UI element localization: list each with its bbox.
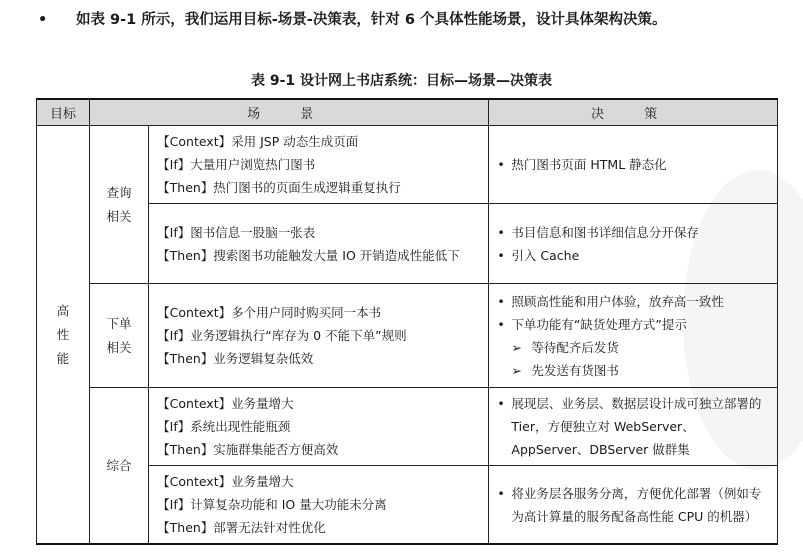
header-goal: 目标 [37, 99, 90, 126]
table-caption: 表 9-1 设计网上书店系统：目标—场景—决策表 [250, 73, 553, 89]
table-row [37, 126, 778, 204]
table-header-row [37, 99, 778, 126]
decision-cell: • 热门图书页面 HTML 静态化 [489, 126, 778, 204]
scene-cell: 【Context】业务量增大 【If】计算复杂功能和 IO 量大功能未分离 【Then】部署无法针对性优化 [149, 466, 489, 545]
arrow-icon: ➢ [511, 362, 522, 378]
scene-cell: 【Context】多个用户同时购买同一本书 【If】业务逻辑执行“库存为 0 不能下单”规则 【Then】业务逻辑复杂低效 [149, 284, 489, 388]
sub-item: ➢ 先发送有货图书 [497, 359, 769, 382]
header-decision: 决 策 [489, 99, 778, 126]
goal-cell: 高 性 能 [37, 126, 90, 545]
group-query: 查询 相关 [89, 126, 148, 284]
decision-cell: • 照顾高性能和用户体验，放弃高一致性 • 下单功能有“缺货处理方式”提示 ➢ 等待配齐后发货 ➢ 先发送有货图书 [489, 284, 778, 388]
decision-cell: • 展现层、业务层、数据层设计成可独立部署的 Tier，方便独立对 WebServer、AppServer、DBServer 做群集 [489, 388, 778, 466]
decision-cell: • 将业务层各服务分离，方便优化部署（例如专为高计算量的服务配备高性能 CPU 的机器） [489, 466, 778, 545]
scene-cell: 【Context】采用 JSP 动态生成页面 【If】大量用户浏览热门图书 【Then】热门图书的页面生成逻辑重复执行 [149, 126, 489, 204]
goal-scene-decision-table [36, 98, 778, 545]
sub-item: ➢ 等待配齐后发货 [497, 336, 769, 359]
group-order: 下单 相关 [89, 284, 148, 388]
table-row [37, 284, 778, 388]
bullet-icon: • [38, 12, 48, 28]
arrow-icon: ➢ [511, 339, 522, 355]
intro-paragraph [38, 6, 778, 34]
intro-text: 如表 9-1 所示，我们运用目标-场景-决策表，针对 6 个具体性能场景，设计具体架构决策。 [76, 12, 667, 28]
scene-cell: 【Context】业务量增大 【If】系统出现性能瓶颈 【Then】实施群集能否方便高效 [149, 388, 489, 466]
group-overall: 综合 [89, 388, 148, 545]
header-scene: 场 景 [89, 99, 489, 126]
scene-cell: 【If】图书信息一股脑一张表 【Then】搜索图书功能触发大量 IO 开销造成性能低下 [149, 204, 489, 284]
decision-cell: • 书目信息和图书详细信息分开保存 • 引入 Cache [489, 204, 778, 284]
table-row [37, 388, 778, 466]
